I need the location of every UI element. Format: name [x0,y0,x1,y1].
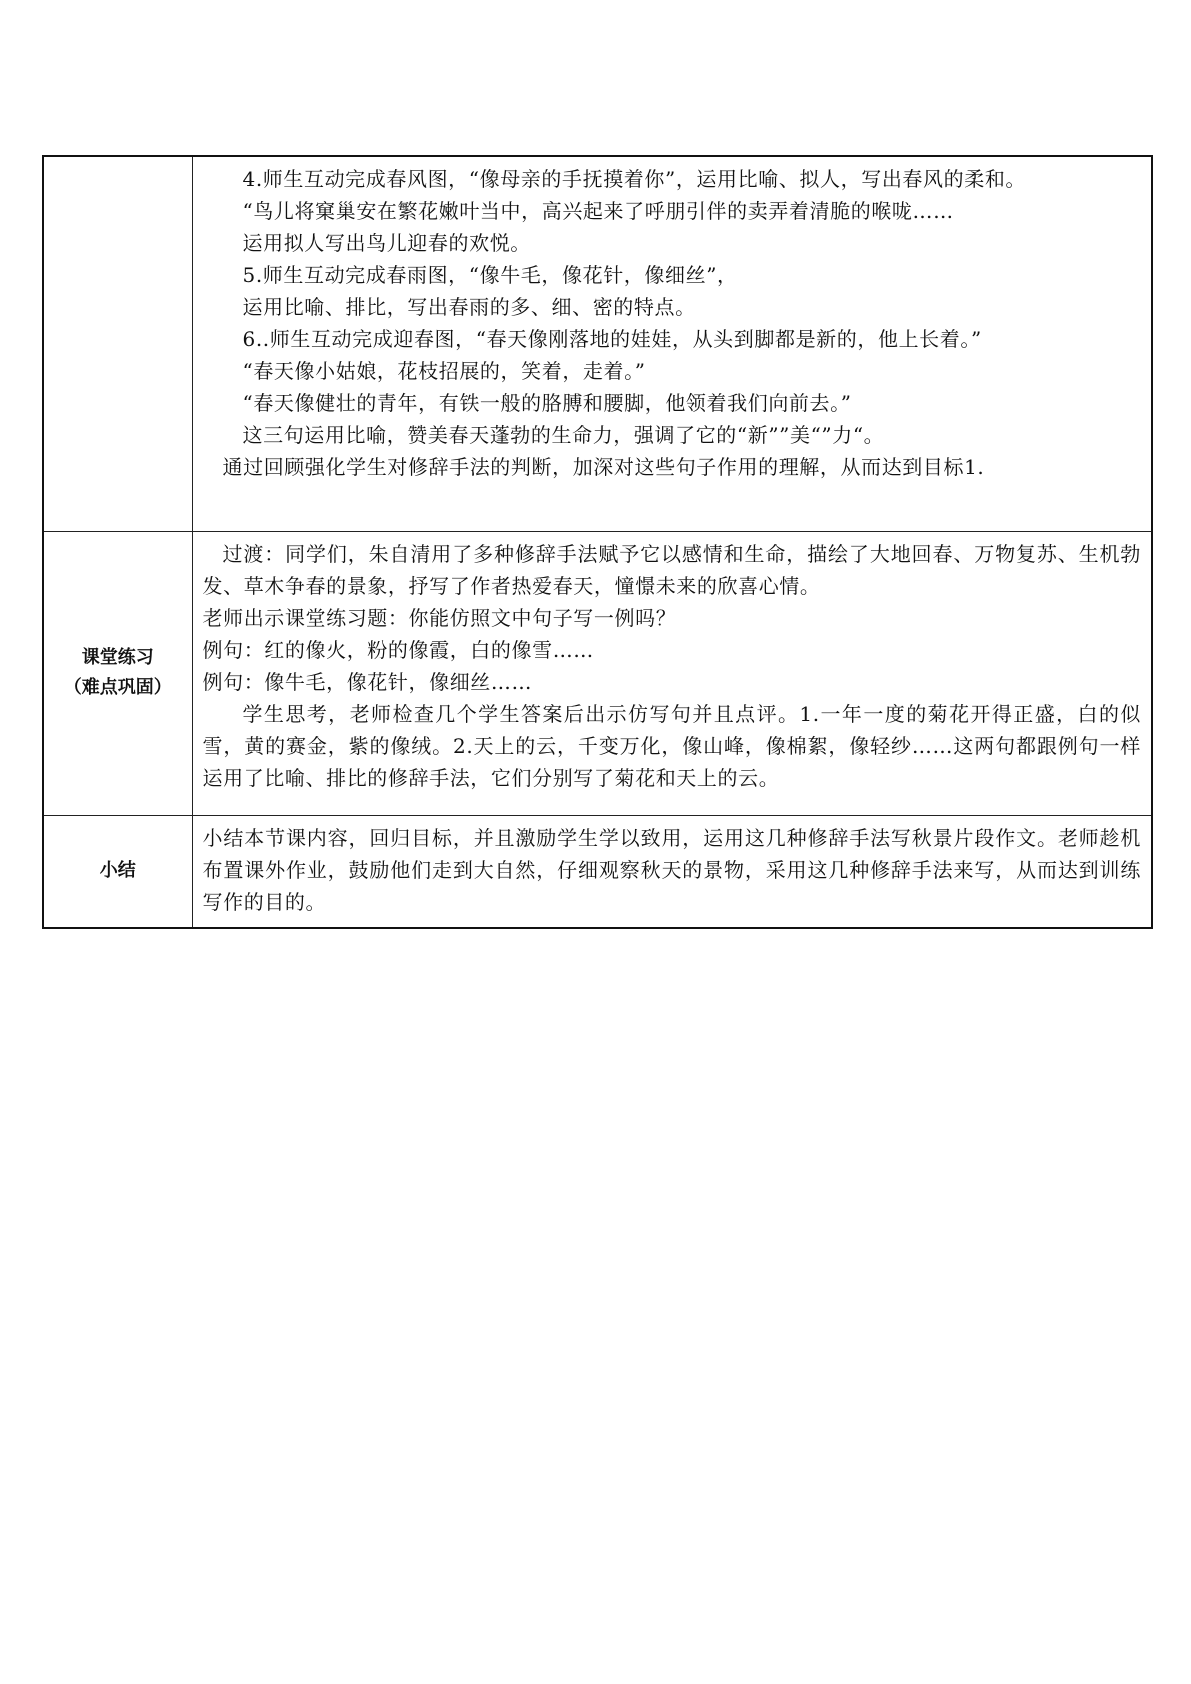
row-label-classroom-practice [43,531,192,815]
row-content-summary [192,815,1152,928]
paragraph-spring-rain: 5.师生互动完成春雨图，“像牛毛，像花针，像细丝”， [242,263,738,287]
row-content-teaching-process [192,156,1152,531]
paragraph-example-1: 例句：红的像火，粉的像霞，白的像雪…… [202,637,594,662]
label-difficulty-consolidation: （难点巩固） [63,677,172,698]
paragraph-birds-analysis: 运用拟人写出鸟儿迎春的欢悦。 [242,231,531,255]
lesson-plan-table [42,155,1153,929]
paragraph-spring-wind: 4.师生互动完成春风图，“像母亲的手抚摸着你”，运用比喻、拟人，写出春风的柔和。 [242,167,1027,191]
paragraph-transition: 过渡：同学们，朱自清用了多种修辞手法赋予它以感情和生命，描绘了大地回春、万物复苏、生机勃发、草木争春的景象，抒写了作者热爱春天，憧憬未来的欣喜心情。 [202,541,1141,598]
row-label-empty [43,156,192,531]
paragraph-birds-quote: “鸟儿将窠巢安在繁花嫩叶当中，高兴起来了呼朋引伴的卖弄着清脆的喉咙…… [242,199,954,223]
paragraph-welcome-spring: 6..师生互动完成迎春图，“春天像刚落地的娃娃，从头到脚都是新的，他上长着。” [242,327,982,351]
table-row-classroom-practice [43,531,1152,815]
label-classroom-practice: 课堂练习 [81,647,154,668]
paragraph-spring-rain-analysis: 运用比喻、排比，写出春雨的多、细、密的特点。 [242,295,696,319]
paragraph-spring-girl: “春天像小姑娘，花枝招展的，笑着，走着。” [242,359,646,383]
paragraph-goal-1: 通过回顾强化学生对修辞手法的判断，加深对这些句子作用的理解，从而达到目标1. [222,455,985,479]
paragraph-example-2: 例句：像牛毛，像花针，像细丝…… [202,669,533,694]
paragraph-student-answers: 学生思考，老师检查几个学生答案后出示仿写句并且点评。1.一年一度的菊花开得正盛，白的似雪，黄的赛金，紫的像绒。2.天上的云，千变万化，像山峰，像棉絮，像轻纱……这两句都跟例句一样运用了比喻、排比的修辞手法，它们分别写了菊花和天上的云。 [202,701,1141,790]
table-row-teaching-process [43,156,1152,531]
table-row-summary [43,815,1152,928]
row-content-classroom-practice [192,531,1152,815]
paragraph-spring-youth: “春天像健壮的青年，有铁一般的胳膊和腰脚，他领着我们向前去。” [242,391,852,415]
paragraph-exercise-prompt: 老师出示课堂练习题：你能仿照文中句子写一例吗？ [202,605,677,630]
paragraph-summary: 小结本节课内容，回归目标，并且激励学生学以致用，运用这几种修辞手法写秋景片段作文。老师趁机布置课外作业，鼓励他们走到大自然，仔细观察秋天的景物，采用这几种修辞手法来写，从而达到训练写作的目的。 [202,825,1141,914]
paragraph-three-sentences: 这三句运用比喻，赞美春天蓬勃的生命力，强调了它的“新””美“”力“。 [242,423,885,447]
row-label-summary: 小结 [43,815,192,928]
